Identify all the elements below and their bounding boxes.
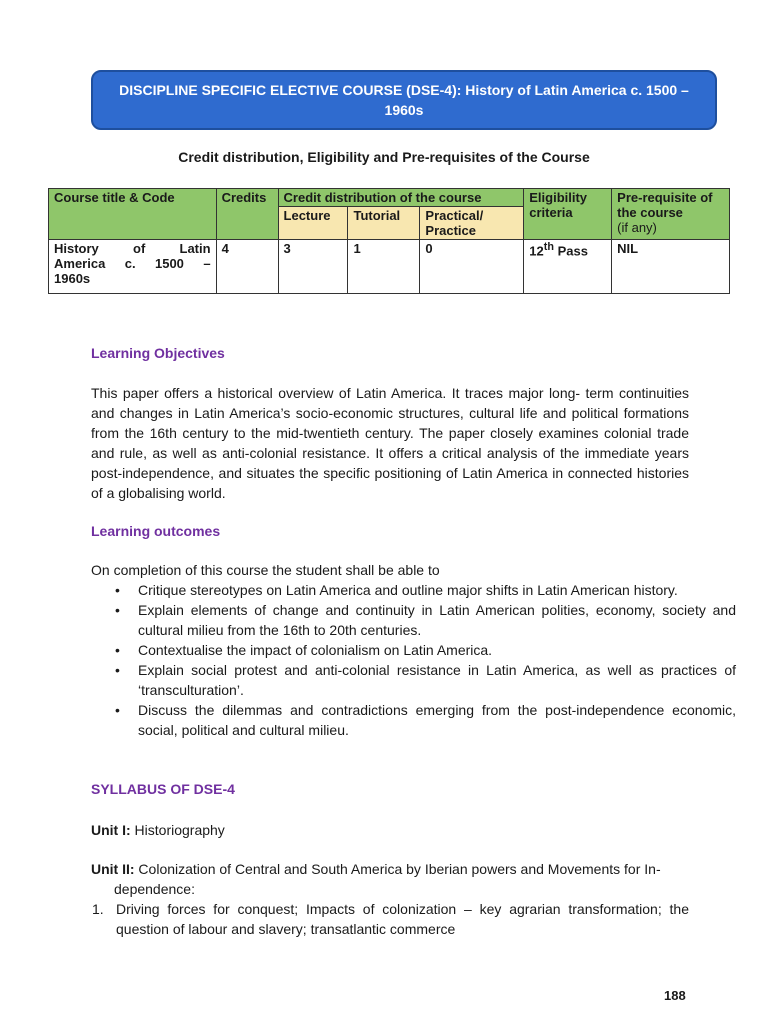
course-title-line3: 1960s bbox=[54, 271, 91, 286]
bullet-icon: • bbox=[115, 582, 120, 598]
eligibility-number: 12 bbox=[529, 243, 544, 259]
cell-eligibility bbox=[524, 240, 612, 294]
unit-2-heading bbox=[91, 859, 689, 899]
eligibility-text: Pass bbox=[553, 243, 588, 259]
list-item bbox=[115, 700, 736, 740]
header-credit-distribution: Credit distribution of the course bbox=[278, 189, 524, 207]
learning-objectives-heading: Learning Objectives bbox=[91, 345, 225, 361]
header-tutorial: Tutorial bbox=[348, 207, 420, 240]
unit-1 bbox=[91, 820, 689, 840]
unit-2-label: Unit II: bbox=[91, 861, 135, 877]
learning-outcomes-list bbox=[91, 580, 736, 740]
header-prerequisite bbox=[612, 189, 730, 240]
unit-1-text: Historiography bbox=[130, 822, 225, 838]
page-number: 188 bbox=[664, 988, 686, 1003]
bullet-icon: • bbox=[115, 702, 120, 718]
list-item bbox=[115, 580, 736, 600]
header-practical: Practical/ Practice bbox=[420, 207, 524, 240]
banner-title-line1: DISCIPLINE SPECIFIC ELECTIVE COURSE (DSE-4): History of Latin America c. 1500 – bbox=[119, 82, 689, 98]
eligibility-superscript: th bbox=[543, 241, 554, 253]
cell-lecture: 3 bbox=[278, 240, 348, 294]
header-credits: Credits bbox=[216, 189, 278, 240]
course-title-line1: History of Latin bbox=[54, 241, 211, 256]
credit-section-title: Credit distribution, Eligibility and Pre-requisites of the Course bbox=[178, 149, 590, 165]
cell-course-title bbox=[49, 240, 217, 294]
list-item-text: Explain elements of change and continuity in Latin American polities, economy, society and cultural milieu from the 16th to 20th centuries. bbox=[138, 602, 736, 638]
cell-practical: 0 bbox=[420, 240, 524, 294]
list-item bbox=[115, 640, 736, 660]
bullet-icon: • bbox=[115, 662, 120, 678]
unit-2 bbox=[91, 859, 689, 899]
unit-2-text: Colonization of Central and South America by Iberian powers and Movements for In-dependence: bbox=[114, 861, 661, 897]
unit-1-label: Unit I: bbox=[91, 822, 131, 838]
unit-2-item-1-number: 1. bbox=[92, 901, 104, 917]
list-item-text: Discuss the dilemmas and contradictions emerging from the post-independence economic, social, political and cultural milieu. bbox=[138, 702, 736, 738]
unit-2-item-1-text: Driving forces for conquest; Impacts of colonization – key agrarian transformation; the question of labour and slavery; transatlantic commerce bbox=[116, 901, 689, 937]
syllabus-heading: SYLLABUS OF DSE-4 bbox=[91, 781, 235, 797]
list-item-text: Explain social protest and anti-colonial resistance in Latin America, as well as practices of ‘transculturation’. bbox=[138, 662, 736, 698]
credit-table bbox=[48, 188, 730, 294]
bullet-icon: • bbox=[115, 642, 120, 658]
learning-outcomes-intro: On completion of this course the student shall be able to bbox=[91, 562, 440, 578]
header-lecture: Lecture bbox=[278, 207, 348, 240]
banner-title-line2: 1960s bbox=[384, 102, 424, 118]
cell-credits: 4 bbox=[216, 240, 278, 294]
learning-outcomes-heading: Learning outcomes bbox=[91, 523, 221, 539]
list-item-text: Contextualise the impact of colonialism on Latin America. bbox=[138, 642, 493, 658]
list-item-text: Critique stereotypes on Latin America and outline major shifts in Latin American history. bbox=[138, 582, 678, 598]
header-eligibility: Eligibility criteria bbox=[524, 189, 612, 240]
list-item bbox=[115, 600, 736, 640]
list-item bbox=[115, 660, 736, 700]
unit-2-item-1 bbox=[92, 899, 689, 939]
cell-prerequisite: NIL bbox=[612, 240, 730, 294]
header-prerequisite-label: Pre-requisite of the course bbox=[617, 190, 713, 220]
course-banner bbox=[91, 70, 717, 130]
bullet-icon: • bbox=[115, 602, 120, 618]
header-course-title: Course title & Code bbox=[49, 189, 217, 240]
cell-tutorial: 1 bbox=[348, 240, 420, 294]
header-prerequisite-note: (if any) bbox=[617, 220, 657, 235]
course-title-line2: America c. 1500 – bbox=[54, 256, 211, 271]
learning-objectives-text: This paper offers a historical overview of Latin America. It traces major long- term continuities and changes in Latin America’s socio-economic structures, cultural life and political formations from the 16th century to the mid-twentieth century. The paper closely examines colonial trade and rule, as well as anti-colonial resistance. It offers a critical analysis of the immediate years post-independence, and situates the specific positioning of Latin America in connected histories of a globalising world. bbox=[91, 385, 689, 501]
